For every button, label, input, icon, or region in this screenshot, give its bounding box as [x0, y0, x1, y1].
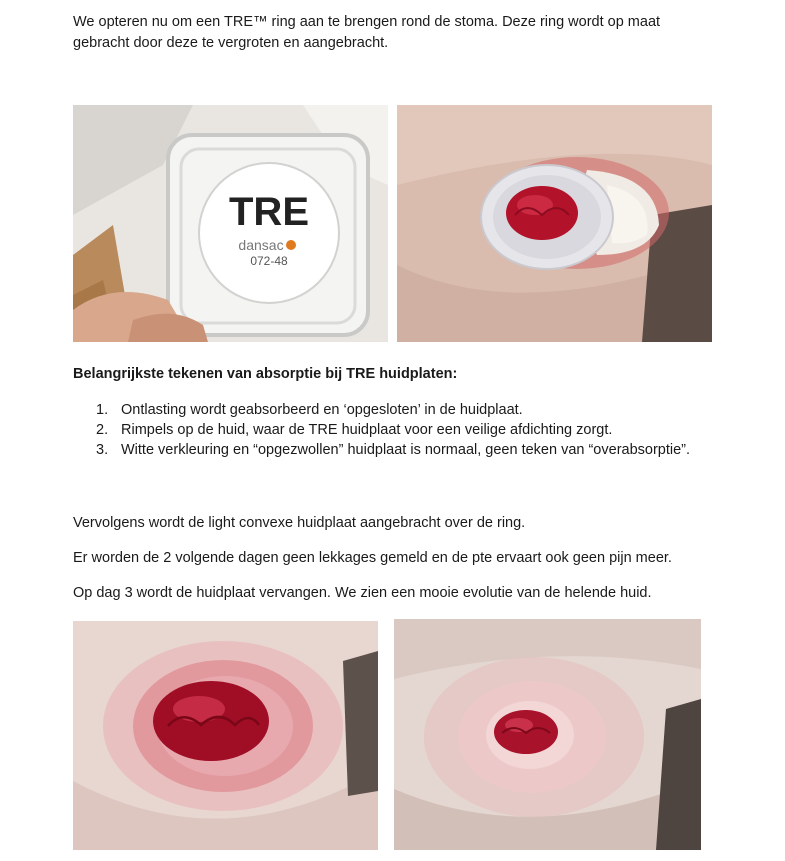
- paragraph-day-3: Op dag 3 wordt de huidplaat vervangen. We zien een mooie evolutie van de helende huid.: [73, 585, 652, 601]
- list-item-text: Ontlasting wordt geabsorbeerd en ‘opgesloten’ in de huidplaat.: [121, 402, 523, 418]
- list-item: [73, 440, 690, 460]
- tre-brand-text: TRE: [229, 190, 309, 234]
- list-item-number: 3.: [96, 442, 109, 458]
- photo-stoma-healing-skin: [394, 619, 701, 850]
- photo-stoma-with-ring: [397, 105, 712, 342]
- photo-stoma-day3-closeup: [73, 621, 378, 850]
- section-heading: Belangrijkste tekenen van absorptie bij TRE huidplaten:: [73, 366, 458, 382]
- product-code-text: 072-48: [250, 254, 288, 268]
- list-item-number: 1.: [96, 402, 109, 418]
- list-item-text: Witte verkleuring en “opgezwollen” huidplaat is normaal, geen teken van “overabsorptie”.: [121, 442, 691, 458]
- paragraph-convex-plate: Vervolgens wordt de light convexe huidplaat aangebracht over de ring.: [73, 515, 526, 531]
- photo-tre-packaging: [73, 105, 388, 342]
- list-item-number: 2.: [96, 422, 109, 438]
- paragraph-no-leakage: Er worden de 2 volgende dagen geen lekkages gemeld en de pte ervaart ook geen pijn meer.: [73, 550, 672, 566]
- list-item-text: Rimpels op de huid, waar de TRE huidplaat voor een veilige afdichting zorgt.: [121, 422, 613, 438]
- absorption-signs-list: [73, 400, 690, 460]
- dansac-logo-text: dansac: [238, 237, 284, 253]
- list-item: [73, 420, 690, 440]
- intro-paragraph: We opteren nu om een TRE™ ring aan te brengen rond de stoma. Deze ring wordt op maat gebracht door deze te vergroten en aangebracht.: [73, 14, 661, 51]
- list-item: [73, 400, 690, 420]
- dansac-logo-dot: [286, 240, 296, 250]
